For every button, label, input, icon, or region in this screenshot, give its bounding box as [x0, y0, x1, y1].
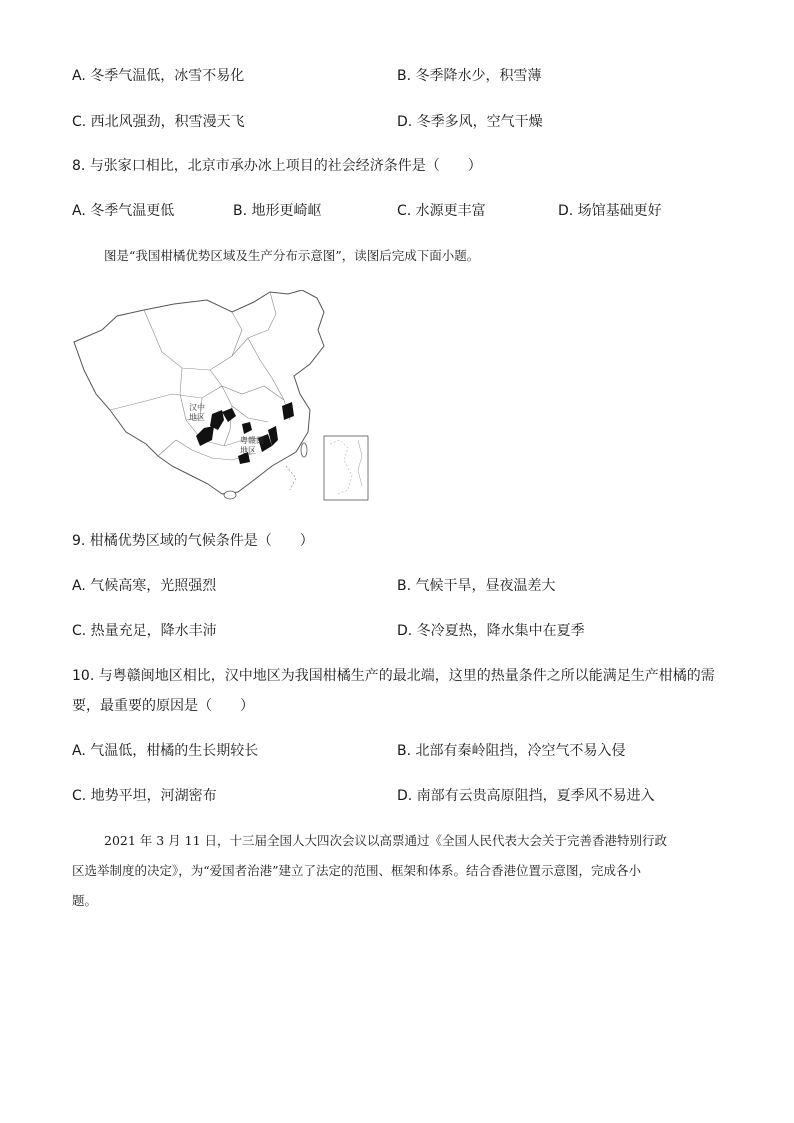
q8-stem: 8. 与张家口相比，北京市承办冰上项目的社会经济条件是（ ） [72, 158, 482, 174]
q10-stem-line1: 10. 与粤赣闽地区相比，汉中地区为我国柑橘生产的最北端，这里的热量条件之所以能满足生产柑橘的需 [72, 668, 715, 684]
q10-stem-line2: 要，最重要的原因是（ ） [72, 698, 254, 714]
citrus-intro: 图是“我国柑橘优势区域及生产分布示意图”，读图后完成下面小题。 [104, 248, 480, 263]
q7-option-c: C. 西北风强劲，积雪漫天飞 [72, 114, 245, 130]
hk-intro-line2: 区选举制度的决定》，为“爱国者治港”建立了法定的范围、框架和体系。结合香港位置示意图，完成各小 [72, 863, 642, 878]
q8-option-c: C. 水源更丰富 [397, 203, 486, 219]
q8-option-b: B. 地形更崎岖 [233, 203, 322, 219]
q9-option-b: B. 气候干旱，昼夜温差大 [397, 578, 556, 594]
south-china-sea-inset [324, 436, 368, 500]
q7-option-d: D. 冬季多风，空气干燥 [397, 114, 543, 130]
china-outline-map [72, 290, 372, 505]
q9-option-a: A. 气候高寒，光照强烈 [72, 578, 217, 594]
label-yuegan-line1: 粤赣闽 [240, 436, 264, 445]
label-hanzhong-line2: 地区 [189, 413, 205, 422]
q9-option-c: C. 热量充足，降水丰沛 [72, 623, 217, 639]
q7-option-a: A. 冬季气温低，冰雪不易化 [72, 68, 245, 84]
q10-option-c: C. 地势平坦，河湖密布 [72, 788, 217, 804]
q10-option-b: B. 北部有秦岭阻挡，冷空气不易入侵 [397, 743, 626, 759]
citrus-distribution-map [72, 290, 372, 505]
q8-option-a: A. 冬季气温更低 [72, 203, 175, 219]
q9-option-d: D. 冬冷夏热，降水集中在夏季 [397, 623, 585, 639]
q9-stem: 9. 柑橘优势区域的气候条件是（ ） [72, 533, 314, 549]
label-hanzhong-line1: 汉中 [189, 403, 205, 412]
q7-option-b: B. 冬季降水少，积雪薄 [397, 68, 542, 84]
q10-option-a: A. 气温低，柑橘的生长期较长 [72, 743, 259, 759]
q8-option-d: D. 场馆基础更好 [558, 203, 662, 219]
hk-intro-line3: 题。 [72, 893, 98, 908]
hk-intro-line1: 2021 年 3 月 11 日，十三届全国人大四次会议以高票通过《全国人民代表大会关于完善香港特别行政 [104, 833, 668, 848]
q10-option-d: D. 南部有云贵高原阻挡，夏季风不易进入 [397, 788, 655, 804]
label-yuegan-line2: 地区 [240, 446, 256, 455]
